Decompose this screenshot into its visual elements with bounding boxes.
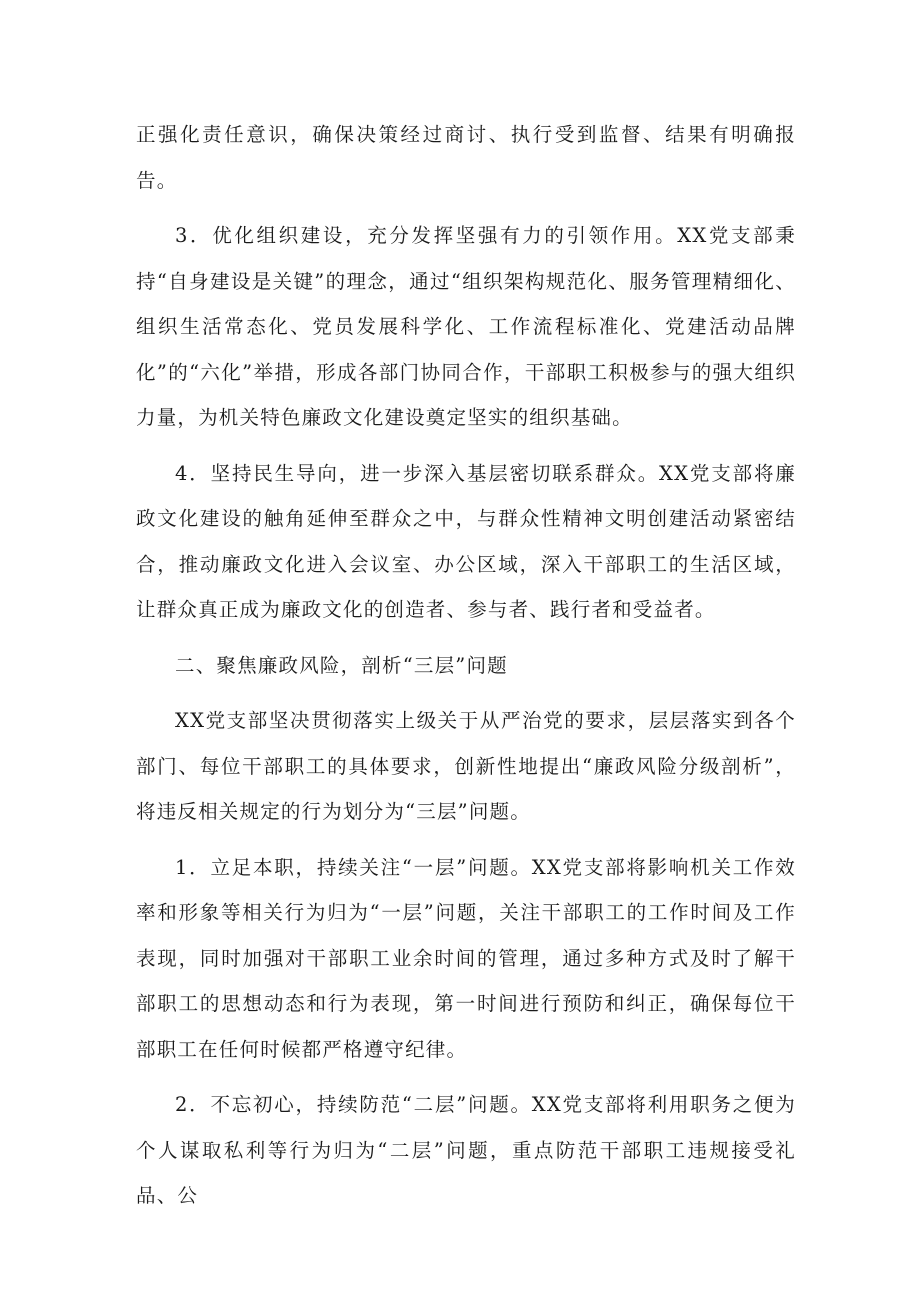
document-body xyxy=(136,112,796,1219)
paragraph-item-4: 4．坚持民生导向，进一步深入基层密切联系群众。XX党支部将廉政文化建设的触角延伸至群众之中，与群众性精神文明创建活动紧密结合，推动廉政文化进入会议室、办公区域，深入干部职工的生活区域，让群众真正成为廉政文化的创造者、参与者、践行者和受益者。 xyxy=(136,461,796,621)
paragraph-item-2: 2．不忘初心，持续防范“二层”问题。XX党支部将利用职务之便为个人谋取私利等行为归为“二层”问题，重点防范干部职工违规接受礼品、公 xyxy=(136,1093,796,1207)
paragraph-section-intro: XX党支部坚决贯彻落实上级关于从严治党的要求，层层落实到各个部门、每位干部职工的具体要求，创新性地提出“廉政风险分级剖析”，将违反相关规定的行为划分为“三层”问题。 xyxy=(136,709,796,823)
paragraph-item-3: 3．优化组织建设，充分发挥坚强有力的引领作用。XX党支部秉持“自身建设是关键”的理念，通过“组织架构规范化、服务管理精细化、组织生活常态化、党员发展科学化、工作流程标准化、党建活动品牌化”的“六化”举措，形成各部门协同合作，干部职工积极参与的强大组织力量，为机关特色廉政文化建设奠定坚实的组织基础。 xyxy=(136,224,796,429)
section-heading-2: 二、聚焦廉政风险，剖析“三层”问题 xyxy=(175,653,508,677)
paragraph-continuation: 正强化责任意识，确保决策经过商讨、执行受到监督、结果有明确报告。 xyxy=(136,123,796,192)
paragraph-item-1: 1．立足本职，持续关注“一层”问题。XX党支部将影响机关工作效率和形象等相关行为归为“一层”问题，关注干部职工的工作时间及工作表现，同时加强对干部职工业余时间的管理，通过多种方式及时了解干部职工的思想动态和行为表现，第一时间进行预防和纠正，确保每位干部职工在任何时候都严格遵守纪律。 xyxy=(136,855,796,1061)
